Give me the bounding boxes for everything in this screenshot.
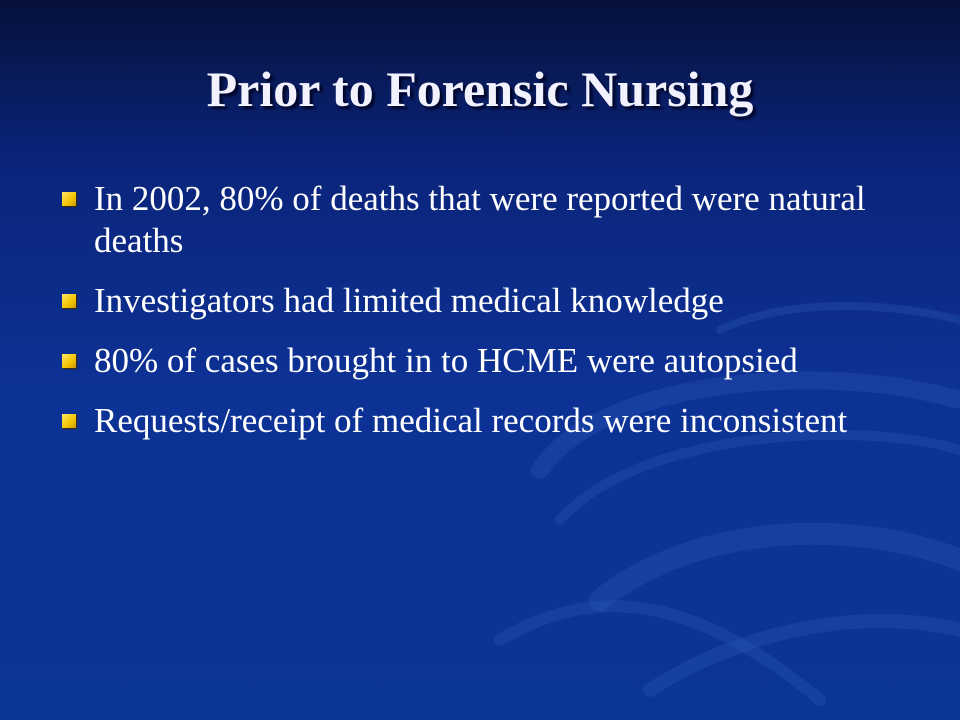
bullet-list [58, 178, 918, 460]
bullet-item [58, 340, 918, 382]
bullet-item [58, 178, 918, 262]
square-bullet-icon [62, 294, 76, 308]
bullet-item [58, 400, 918, 442]
bullet-item [58, 280, 918, 322]
square-bullet-icon [62, 192, 76, 206]
slide-title: Prior to Forensic Nursing [206, 61, 754, 117]
bullet-text: 80% of cases brought in to HCME were autopsied [94, 341, 798, 380]
bullet-text: Investigators had limited medical knowledge [94, 281, 724, 320]
bullet-text: In 2002, 80% of deaths that were reported were natural deaths [94, 179, 866, 260]
bullet-text: Requests/receipt of medical records were inconsistent [94, 401, 848, 440]
square-bullet-icon [62, 354, 76, 368]
square-bullet-icon [62, 414, 76, 428]
